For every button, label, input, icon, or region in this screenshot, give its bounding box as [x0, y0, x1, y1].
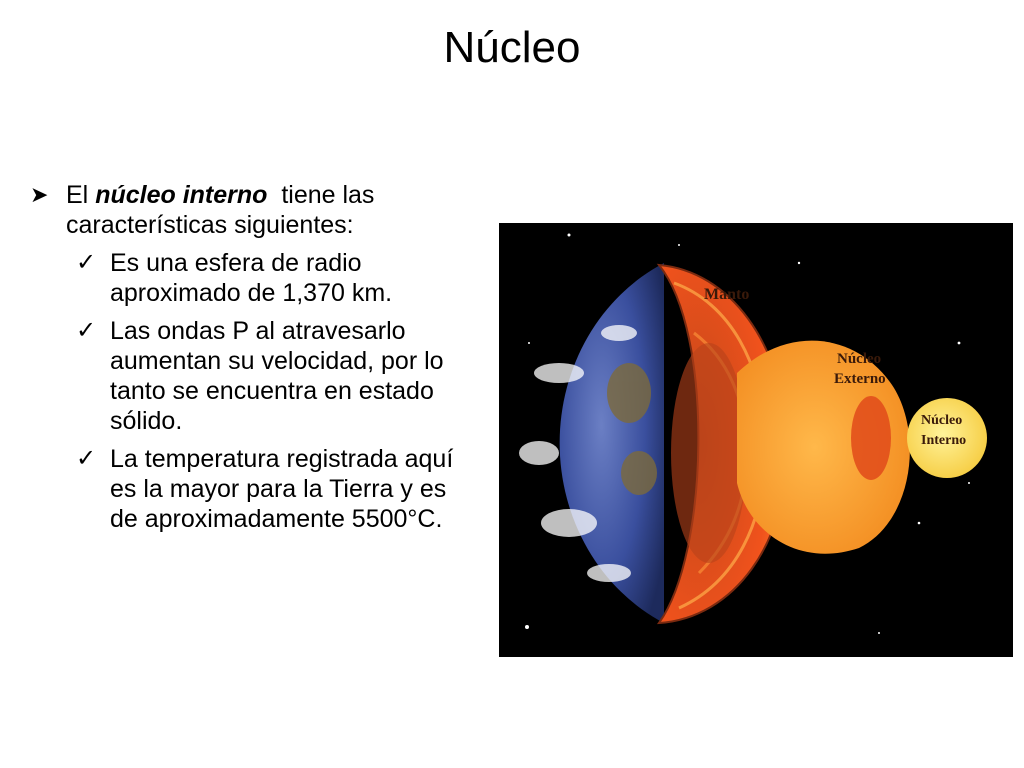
label-nucleo-externo-2: Externo: [834, 371, 886, 387]
main-bullet-suffix: tiene las características siguientes:: [66, 181, 382, 239]
main-bullet-prefix: El: [66, 181, 96, 209]
checkmark-icon: ✓: [76, 317, 97, 344]
earth-cutaway-svg: [499, 223, 1013, 657]
sub-bullet-text: La temperatura registrada aquí es la mayor para la Tierra y es de aproximadamente 5500°C.: [110, 445, 454, 533]
main-bullet: [30, 180, 460, 240]
sub-bullet-radius: [30, 248, 460, 308]
sub-bullet-temperature: [30, 444, 460, 534]
sub-bullet-list: [30, 248, 460, 534]
label-nucleo-interno-1: Núcleo: [921, 413, 963, 428]
checkmark-icon: ✓: [76, 445, 97, 472]
earth-globe: [519, 263, 664, 623]
sub-bullet-text: Las ondas P al atravesarlo aumentan su velocidad, por lo tanto se encuentra en estado sólido.: [110, 317, 444, 435]
sub-bullet-p-waves: [30, 316, 460, 436]
label-nucleo-interno-2: Interno: [921, 433, 967, 448]
arrow-bullet-icon: ➤: [30, 182, 49, 207]
sub-bullet-text: Es una esfera de radio aproximado de 1,370 km.: [110, 249, 393, 307]
content-list: [30, 180, 460, 542]
slide-title: Núcleo: [443, 23, 581, 72]
label-manto: Manto: [704, 286, 750, 303]
earth-layers-illustration: [499, 223, 1013, 657]
checkmark-icon: ✓: [76, 249, 97, 276]
label-nucleo-externo-1: Núcleo: [837, 351, 882, 367]
main-bullet-emphasis: núcleo interno: [95, 181, 268, 209]
